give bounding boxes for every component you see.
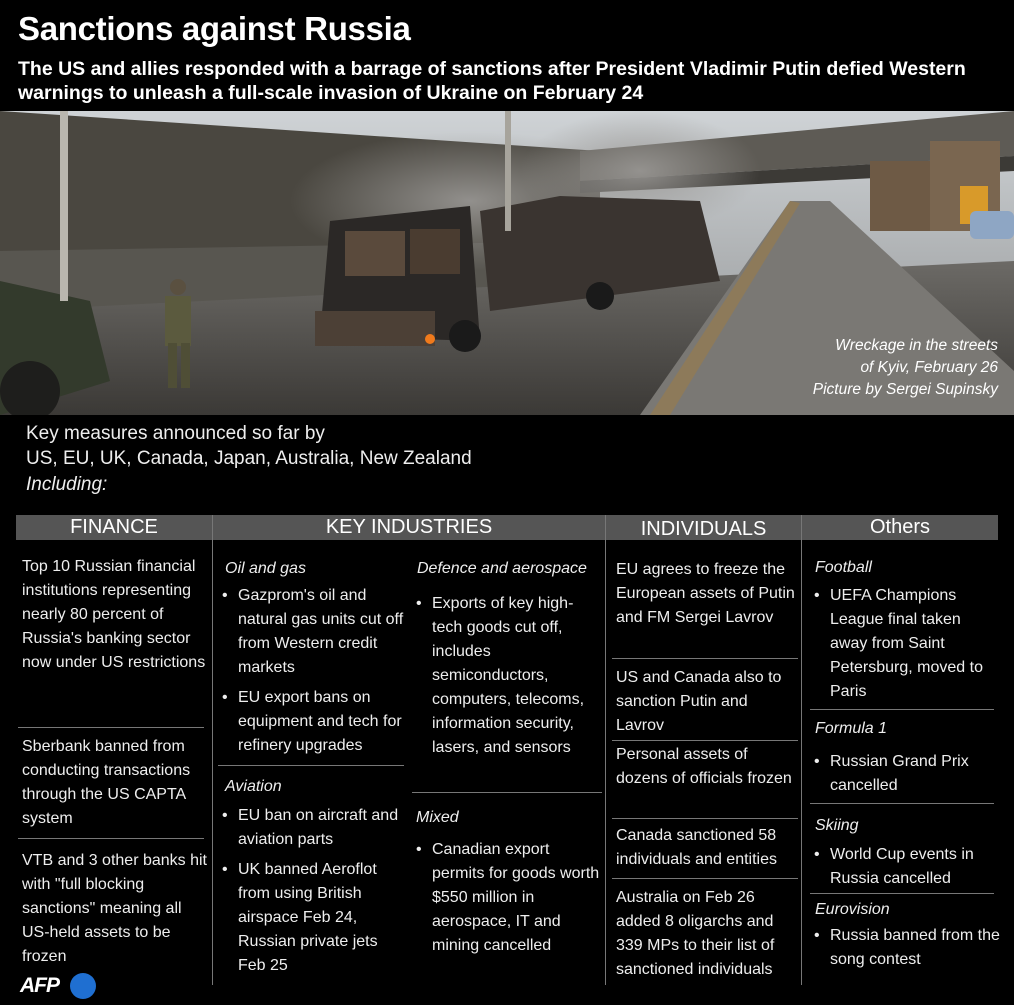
row-divider bbox=[18, 727, 204, 728]
individuals-item: Australia on Feb 26 added 8 oligarchs and 339 MPs to their list of sanctioned individuals bbox=[616, 889, 775, 978]
row-divider bbox=[810, 893, 994, 894]
oil-gas-item: • EU export bans on equipment and tech for refinery upgrades bbox=[222, 686, 404, 758]
individuals-item: Canada sanctioned 58 individuals and entities bbox=[616, 827, 777, 868]
column-divider bbox=[605, 515, 606, 985]
news-photo bbox=[0, 111, 1014, 415]
skiing-item: • World Cup events in Russia cancelled bbox=[814, 843, 1000, 891]
subheading-formula1: Formula 1 bbox=[815, 720, 888, 737]
aviation-item: • EU ban on aircraft and aviation parts bbox=[222, 804, 404, 852]
photo-caption bbox=[813, 335, 998, 401]
row-divider bbox=[218, 765, 404, 766]
eurovision-item: • Russia banned from the song contest bbox=[814, 924, 1000, 972]
column-divider bbox=[212, 515, 213, 985]
row-divider bbox=[612, 878, 798, 879]
subheading-mixed: Mixed bbox=[416, 809, 459, 826]
individuals-item: US and Canada also to sanction Putin and Lavrov bbox=[616, 669, 782, 734]
logo-text: AFP bbox=[20, 974, 59, 997]
finance-item: Sberbank banned from conducting transactions through the US CAPTA system bbox=[22, 738, 191, 827]
intro-text bbox=[26, 421, 472, 471]
finance-item: VTB and 3 other banks hit with "full blocking sanctions" meaning all US-held assets to be frozen bbox=[22, 852, 207, 965]
caption-line: Wreckage in the streets bbox=[835, 337, 998, 354]
header-others: Others bbox=[869, 516, 931, 538]
row-divider bbox=[18, 838, 204, 839]
row-divider bbox=[612, 818, 798, 819]
mixed-item: • Canadian export permits for goods worth $550 million in aerospace, IT and mining cancelled bbox=[416, 838, 602, 958]
football-item: • UEFA Champions League final taken away from Saint Petersburg, moved to Paris bbox=[814, 584, 1000, 704]
finance-item: Top 10 Russian financial institutions representing nearly 80 percent of Russia's banking sector now under US restrictions bbox=[22, 558, 206, 671]
row-divider bbox=[810, 709, 994, 710]
caption-line: of Kyiv, February 26 bbox=[860, 359, 998, 376]
intro-line: Key measures announced so far by bbox=[26, 423, 325, 444]
aviation-item: • UK banned Aeroflot from using British airspace Feb 24, Russian private jets Feb 25 bbox=[222, 858, 404, 978]
afp-logo bbox=[20, 972, 100, 1000]
intro-countries: US, EU, UK, Canada, Japan, Australia, New Zealand bbox=[26, 448, 472, 469]
individuals-item: Personal assets of dozens of officials frozen bbox=[616, 746, 792, 787]
subheading-aviation: Aviation bbox=[225, 778, 282, 795]
logo-dot-icon bbox=[70, 973, 96, 999]
column-divider bbox=[801, 515, 802, 985]
formula1-item: • Russian Grand Prix cancelled bbox=[814, 750, 1000, 798]
row-divider bbox=[612, 658, 798, 659]
page-title: Sanctions against Russia bbox=[18, 10, 411, 47]
subheading-oil-gas: Oil and gas bbox=[225, 560, 306, 577]
page-subtitle: The US and allies responded with a barrage of sanctions after President Vladimir Putin defied Western warnings to unleash a full-scale invasion of Ukraine on February 24 bbox=[18, 58, 966, 104]
caption-credit: Picture by Sergei Supinsky bbox=[812, 381, 998, 398]
header-finance: FINANCE bbox=[70, 516, 158, 538]
row-divider bbox=[412, 792, 602, 793]
row-divider bbox=[810, 803, 994, 804]
subheading-defence: Defence and aerospace bbox=[417, 560, 587, 577]
header-key-industries: KEY INDUSTRIES bbox=[325, 516, 493, 538]
subheading-eurovision: Eurovision bbox=[815, 901, 890, 918]
subheading-skiing: Skiing bbox=[815, 817, 859, 834]
oil-gas-item: • Gazprom's oil and natural gas units cut off from Western credit markets bbox=[222, 584, 404, 680]
individuals-item: EU agrees to freeze the European assets of Putin and FM Sergei Lavrov bbox=[616, 561, 795, 626]
header-individuals: INDIVIDUALS bbox=[640, 518, 767, 540]
subheading-football: Football bbox=[815, 559, 872, 576]
including-label: Including: bbox=[26, 474, 108, 495]
row-divider bbox=[612, 740, 798, 741]
defence-item: • Exports of key high-tech goods cut off, includes semiconductors, computers, telecoms, information security, lasers, and sensors bbox=[416, 592, 602, 760]
